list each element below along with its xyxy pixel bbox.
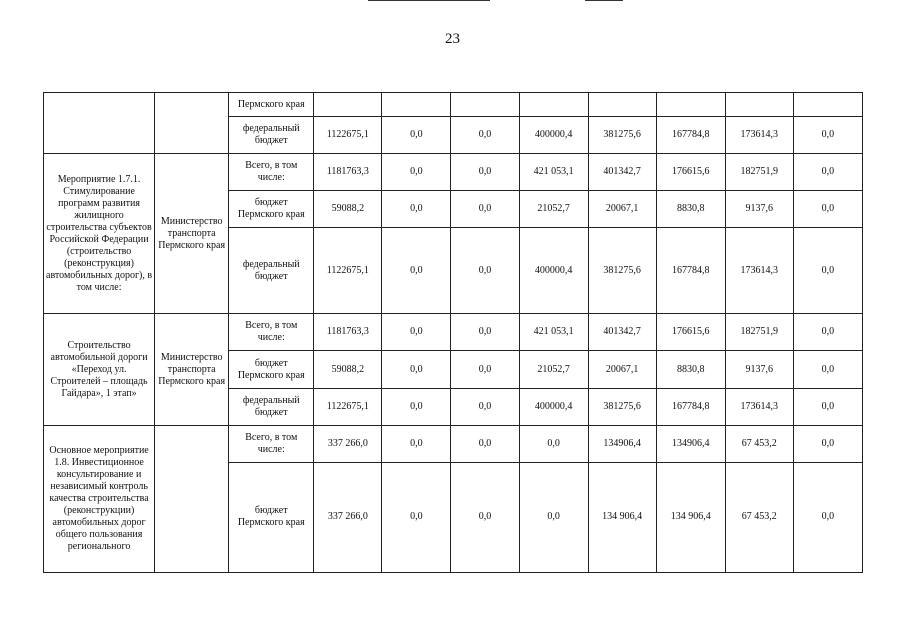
amount-cell: 9137,6 [725,351,793,388]
funding-source-cell: бюджет Пермского края [229,351,314,388]
amount-cell: 0,0 [793,425,862,462]
measure-description: Мероприятие 1.7.1. Стимулирование программ развития жилищного строительства субъектов Российской Федерации (строительство (реконструкция) автомобильных дорог), в том числе: [44,154,155,314]
amount-cell: 421 053,1 [519,314,588,351]
page-number: 23 [445,31,460,47]
executor-cell: Министерство транспорта Пермского края [155,154,229,314]
amount-cell: 9137,6 [725,191,793,228]
amount-cell: 134906,4 [656,425,725,462]
amount-cell: 0,0 [451,388,519,425]
funding-source-cell: федеральный бюджет [229,388,314,425]
amount-cell: 167784,8 [656,388,725,425]
amount-cell: 176615,6 [656,314,725,351]
amount-cell: 67 453,2 [725,462,793,572]
amount-cell: 0,0 [382,191,451,228]
executor-cell [155,425,229,572]
top-rule-2 [585,0,623,1]
amount-cell: 0,0 [519,425,588,462]
amount-cell: 59088,2 [314,191,382,228]
amount-cell [793,93,862,117]
amount-cell: 337 266,0 [314,462,382,572]
table-row [44,154,863,191]
table-row [44,93,863,117]
funding-source-cell: Всего, в том числе: [229,154,314,191]
amount-cell: 0,0 [793,351,862,388]
amount-cell: 400000,4 [519,228,588,314]
amount-cell: 182751,9 [725,154,793,191]
table-body [44,93,863,573]
amount-cell: 8830,8 [656,351,725,388]
amount-cell: 21052,7 [519,191,588,228]
amount-cell: 421 053,1 [519,154,588,191]
amount-cell: 20067,1 [588,351,656,388]
amount-cell [656,93,725,117]
amount-cell: 0,0 [451,154,519,191]
top-rule-1 [368,0,490,1]
amount-cell: 400000,4 [519,117,588,154]
amount-cell: 381275,6 [588,228,656,314]
executor-cell [155,93,229,154]
funding-source-cell: федеральный бюджет [229,228,314,314]
amount-cell: 8830,8 [656,191,725,228]
amount-cell [725,93,793,117]
amount-cell: 0,0 [451,228,519,314]
amount-cell: 400000,4 [519,388,588,425]
amount-cell: 0,0 [793,228,862,314]
funding-source-cell: Всего, в том числе: [229,314,314,351]
amount-cell: 182751,9 [725,314,793,351]
amount-cell: 167784,8 [656,117,725,154]
amount-cell: 173614,3 [725,228,793,314]
amount-cell: 0,0 [451,314,519,351]
amount-cell: 401342,7 [588,154,656,191]
funding-source-cell: Пермского края [229,93,314,117]
amount-cell: 337 266,0 [314,425,382,462]
amount-cell: 0,0 [382,351,451,388]
amount-cell: 0,0 [451,425,519,462]
amount-cell: 381275,6 [588,388,656,425]
amount-cell: 173614,3 [725,388,793,425]
amount-cell [382,93,451,117]
amount-cell: 0,0 [382,314,451,351]
amount-cell: 1122675,1 [314,388,382,425]
amount-cell: 0,0 [451,351,519,388]
amount-cell: 1122675,1 [314,228,382,314]
amount-cell: 134906,4 [588,425,656,462]
amount-cell: 167784,8 [656,228,725,314]
amount-cell: 134 906,4 [588,462,656,572]
amount-cell: 176615,6 [656,154,725,191]
table-row [44,425,863,462]
funding-source-cell: бюджет Пермского края [229,191,314,228]
amount-cell: 0,0 [793,462,862,572]
amount-cell: 0,0 [382,154,451,191]
amount-cell: 0,0 [382,462,451,572]
amount-cell: 401342,7 [588,314,656,351]
measure-description: Строительство автомобильной дороги «Переход ул. Строителей – площадь Гайдара», 1 этап» [44,314,155,425]
amount-cell [451,93,519,117]
amount-cell: 0,0 [451,191,519,228]
amount-cell: 0,0 [793,117,862,154]
funding-source-cell: бюджет Пермского края [229,462,314,572]
amount-cell: 0,0 [451,117,519,154]
budget-table [43,92,863,573]
amount-cell: 0,0 [382,117,451,154]
amount-cell: 67 453,2 [725,425,793,462]
amount-cell: 0,0 [793,388,862,425]
executor-cell: Министерство транспорта Пермского края [155,314,229,425]
table-row [44,314,863,351]
funding-source-cell: Всего, в том числе: [229,425,314,462]
amount-cell: 0,0 [451,462,519,572]
amount-cell: 1181763,3 [314,154,382,191]
amount-cell [588,93,656,117]
amount-cell: 134 906,4 [656,462,725,572]
amount-cell: 381275,6 [588,117,656,154]
amount-cell: 0,0 [793,154,862,191]
measure-description: Основное мероприятие 1.8. Инвестиционное консультирование и независимый контроль качества строительства (реконструкции) автомобильных дорог общего пользования регионального [44,425,155,572]
amount-cell: 20067,1 [588,191,656,228]
amount-cell: 1181763,3 [314,314,382,351]
amount-cell: 0,0 [382,388,451,425]
amount-cell: 59088,2 [314,351,382,388]
amount-cell [519,93,588,117]
measure-description [44,93,155,154]
amount-cell: 0,0 [382,228,451,314]
amount-cell: 173614,3 [725,117,793,154]
amount-cell: 0,0 [519,462,588,572]
funding-source-cell: федеральный бюджет [229,117,314,154]
amount-cell: 0,0 [793,314,862,351]
amount-cell [314,93,382,117]
amount-cell: 21052,7 [519,351,588,388]
amount-cell: 1122675,1 [314,117,382,154]
amount-cell: 0,0 [793,191,862,228]
amount-cell: 0,0 [382,425,451,462]
